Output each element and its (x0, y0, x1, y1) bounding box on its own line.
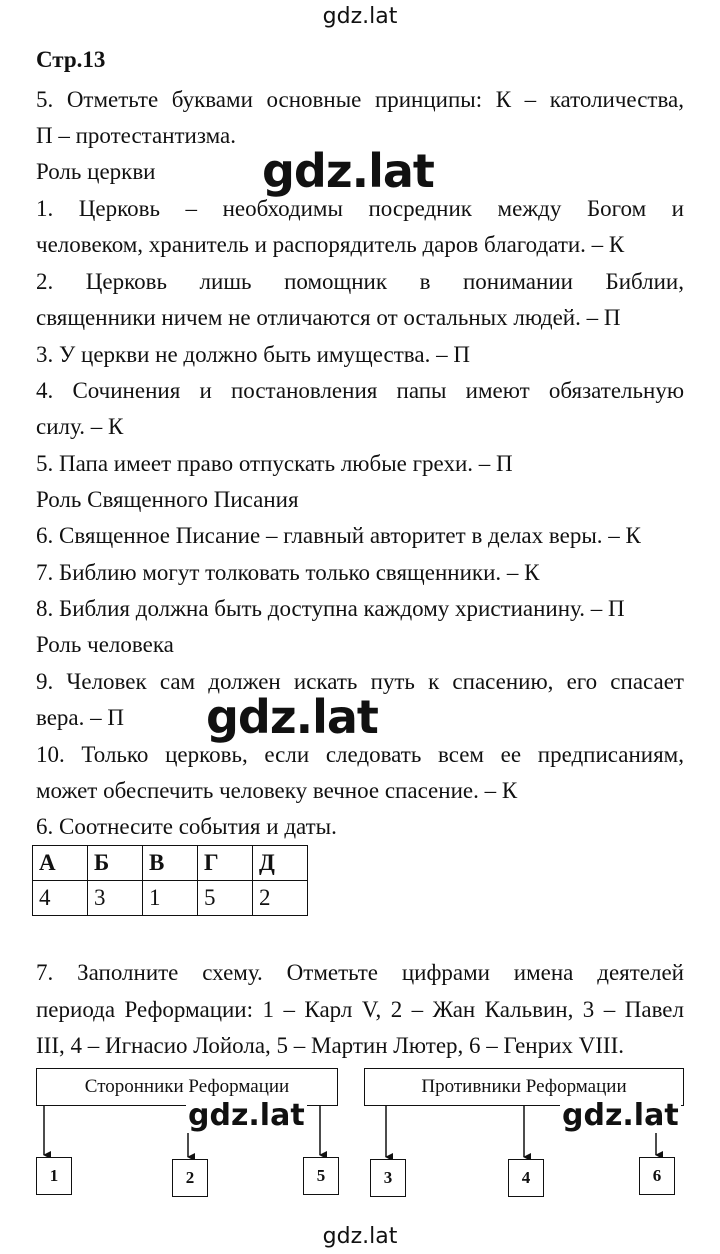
item-1-line2: человеком, хранитель и распорядитель даров благодати. – К (36, 232, 625, 257)
task7-line2: периода Реформации: 1 – Карл V, 2 – Жан Кальвин, 3 – Павел (36, 997, 684, 1022)
task7-line1: 7. Заполните схему. Отметьте цифрами имена деятелей (36, 960, 684, 985)
item-10-line2: может обеспечить человеку вечное спасение. – К (36, 778, 518, 803)
opponent-number-box: 3 (370, 1159, 406, 1197)
watermark-large-2: gdz.lat (206, 690, 378, 744)
watermark-top: gdz.lat (322, 4, 398, 29)
table-header-cell: Б (88, 846, 143, 881)
item-8: 8. Библия должна быть доступна каждому христианину. – П (36, 596, 625, 621)
opponent-number-box: 6 (639, 1157, 675, 1195)
watermark-large-1: gdz.lat (262, 144, 434, 198)
item-4-line1: 4. Сочинения и постановления папы имеют обязательную (36, 378, 684, 403)
supporter-number-box: 1 (36, 1157, 72, 1195)
opponent-number-box: 4 (508, 1159, 544, 1197)
task5-title: 5. Отметьте буквами основные принципы: К – католичества, (36, 87, 684, 112)
opponents-box: Противники Реформации (364, 1068, 684, 1106)
section-heading-scripture: Роль Священного Писания (36, 487, 299, 512)
table-cell: 4 (33, 881, 88, 916)
supporter-number-box: 5 (303, 1157, 339, 1195)
watermark-scheme-1: gdz.lat (188, 1098, 305, 1133)
task6-title: 6. Соотнесите события и даты. (36, 814, 337, 839)
table-header-cell: В (143, 846, 198, 881)
task7-line3: III, 4 – Игнасио Лойола, 5 – Мартин Лютер, 6 – Генрих VIII. (36, 1033, 624, 1058)
item-3: 3. У церкви не должно быть имущества. – П (36, 342, 470, 367)
item-4-line2: силу. – К (36, 414, 124, 439)
item-7: 7. Библию могут толковать только священники. – К (36, 560, 540, 585)
task5-title-cont: П – протестантизма. (36, 123, 236, 148)
watermark-scheme-2: gdz.lat (562, 1098, 679, 1133)
item-9-line1: 9. Человек сам должен искать путь к спасению, его спасает (36, 669, 684, 694)
item-2-line2: священники ничем не отличаются от остальных людей. – П (36, 305, 621, 330)
table-cell: 5 (198, 881, 253, 916)
table-header-cell: Г (198, 846, 253, 881)
table-header-cell: Д (253, 846, 308, 881)
item-6: 6. Священное Писание – главный авторитет в делах веры. – К (36, 523, 641, 548)
table-cell: 3 (88, 881, 143, 916)
table-cell: 1 (143, 881, 198, 916)
item-2-line1: 2. Церковь лишь помощник в понимании Библии, (36, 269, 684, 294)
section-heading-church: Роль церкви (36, 159, 156, 184)
table-cell: 2 (253, 881, 308, 916)
supporters-box: Сторонники Реформации (36, 1068, 338, 1106)
page-label: Стр.13 (36, 47, 106, 72)
watermark-bottom: gdz.lat (322, 1224, 398, 1249)
item-9-line2: вера. – П (36, 705, 125, 730)
item-10-line1: 10. Только церковь, если следовать всем ее предписаниям, (36, 742, 684, 767)
section-heading-human: Роль человека (36, 632, 174, 657)
supporter-number-box: 2 (172, 1159, 208, 1197)
table-header-cell: А (33, 846, 88, 881)
item-1-line1: 1. Церковь – необходимы посредник между Богом и (36, 196, 684, 221)
item-5: 5. Папа имеет право отпускать любые грехи. – П (36, 451, 513, 476)
